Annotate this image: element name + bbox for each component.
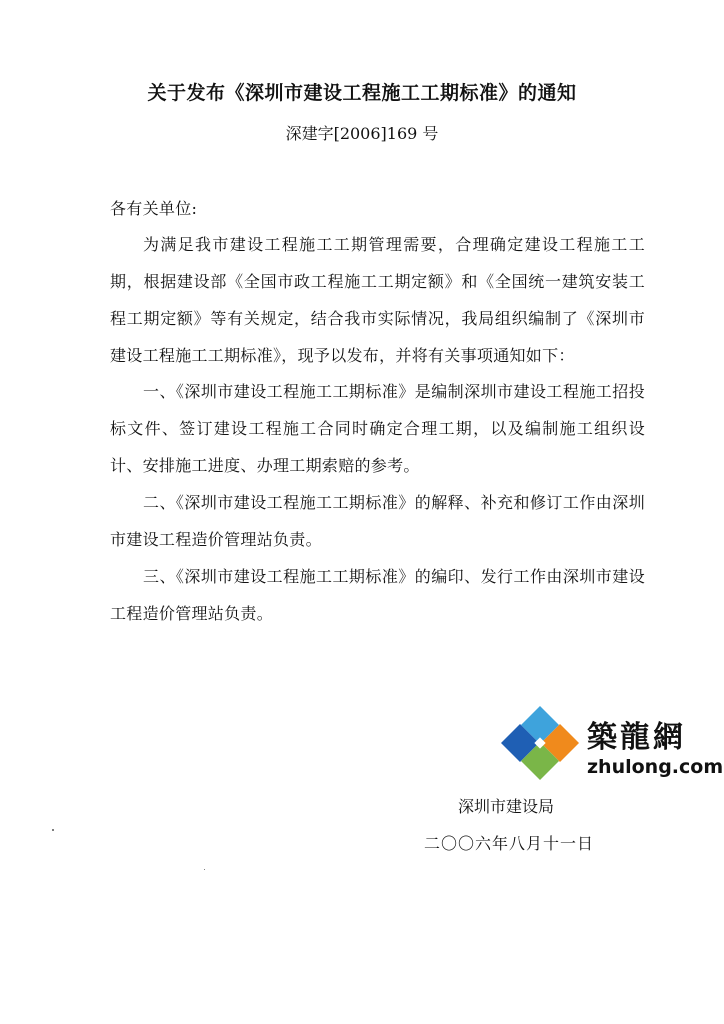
logo-brand-cn: 築龍網 (587, 720, 686, 755)
paragraph-item-2: 二、《深圳市建设工程施工工期标准》的解释、补充和修订工作由深圳市建设工程造价管理站负责。 (110, 493, 645, 549)
scan-speck (52, 829, 54, 831)
paragraph-intro: 为满足我市建设工程施工工期管理需要，合理确定建设工程施工工期，根据建设部《全国市政工程施工工期定额》和《全国统一建筑安装工程工期定额》等有关规定，结合我市实际情况，我局组织编制了《深圳市建设工程施工工期标准》，现予以发布，并将有关事项通知如下： (110, 235, 645, 365)
zhulong-logo-icon (497, 704, 583, 782)
logo-brand-en: zhulong.com (587, 756, 724, 778)
paragraph-item-1: 一、《深圳市建设工程施工工期标准》是编制深圳市建设工程施工招投标文件、签订建设工程施工合同时确定合理工期，以及编制施工组织设计、安排施工进度、办理工期索赔的参考。 (110, 382, 645, 475)
zhulong-watermark-logo (497, 704, 724, 782)
signature-date: 二〇〇六年八月十一日 (424, 834, 595, 853)
page-title: 关于发布《深圳市建设工程施工工期标准》的通知 (147, 82, 577, 104)
signature-organization: 深圳市建设局 (458, 797, 555, 816)
scan-speck (204, 869, 205, 870)
salutation: 各有关单位: (110, 199, 198, 218)
paragraph-item-3: 三、《深圳市建设工程施工工期标准》的编印、发行工作由深圳市建设工程造价管理站负责。 (110, 567, 645, 623)
document-number: 深建字[2006]169 号 (285, 124, 439, 143)
